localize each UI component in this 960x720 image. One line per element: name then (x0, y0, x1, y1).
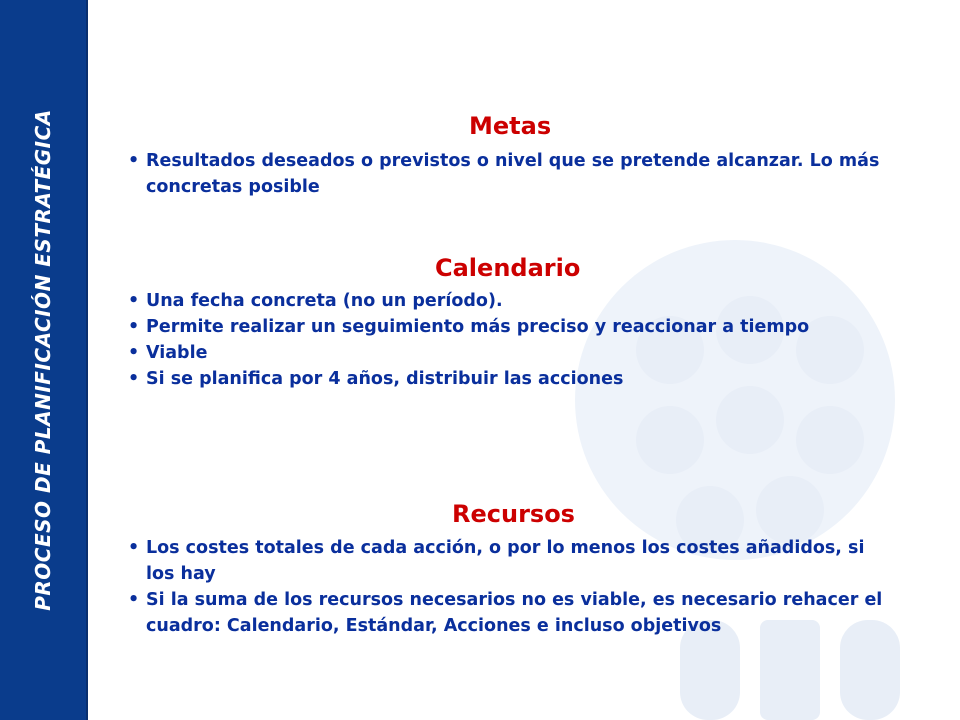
recursos-list (128, 535, 888, 639)
list-item: • Permite realizar un seguimiento más preciso y reaccionar a tiempo (128, 314, 898, 340)
recursos-title: Recursos (452, 500, 575, 528)
list-item: • Si se planifica por 4 años, distribuir las acciones (128, 366, 898, 392)
list-item: • Los costes totales de cada acción, o por lo menos los costes añadidos, si los hay (128, 535, 888, 587)
metas-title: Metas (469, 112, 552, 140)
list-item: • Si la suma de los recursos necesarios no es viable, es necesario rehacer el cuadro: Calendario, Estándar, Acciones e incluso objetivos (128, 587, 888, 639)
calendario-list (128, 288, 898, 392)
list-item: • Resultados deseados o previstos o nivel que se pretende alcanzar. Lo más concretas posible (128, 148, 888, 200)
upc-watermark-icon (560, 200, 960, 720)
sidebar (0, 0, 88, 720)
metas-list (128, 148, 888, 200)
list-item: • Viable (128, 340, 898, 366)
calendario-title: Calendario (435, 254, 581, 282)
sidebar-title: PROCESO DE PLANIFICACIÓN ESTRATÉGICA (31, 109, 55, 611)
list-item: • Una fecha concreta (no un período). (128, 288, 898, 314)
